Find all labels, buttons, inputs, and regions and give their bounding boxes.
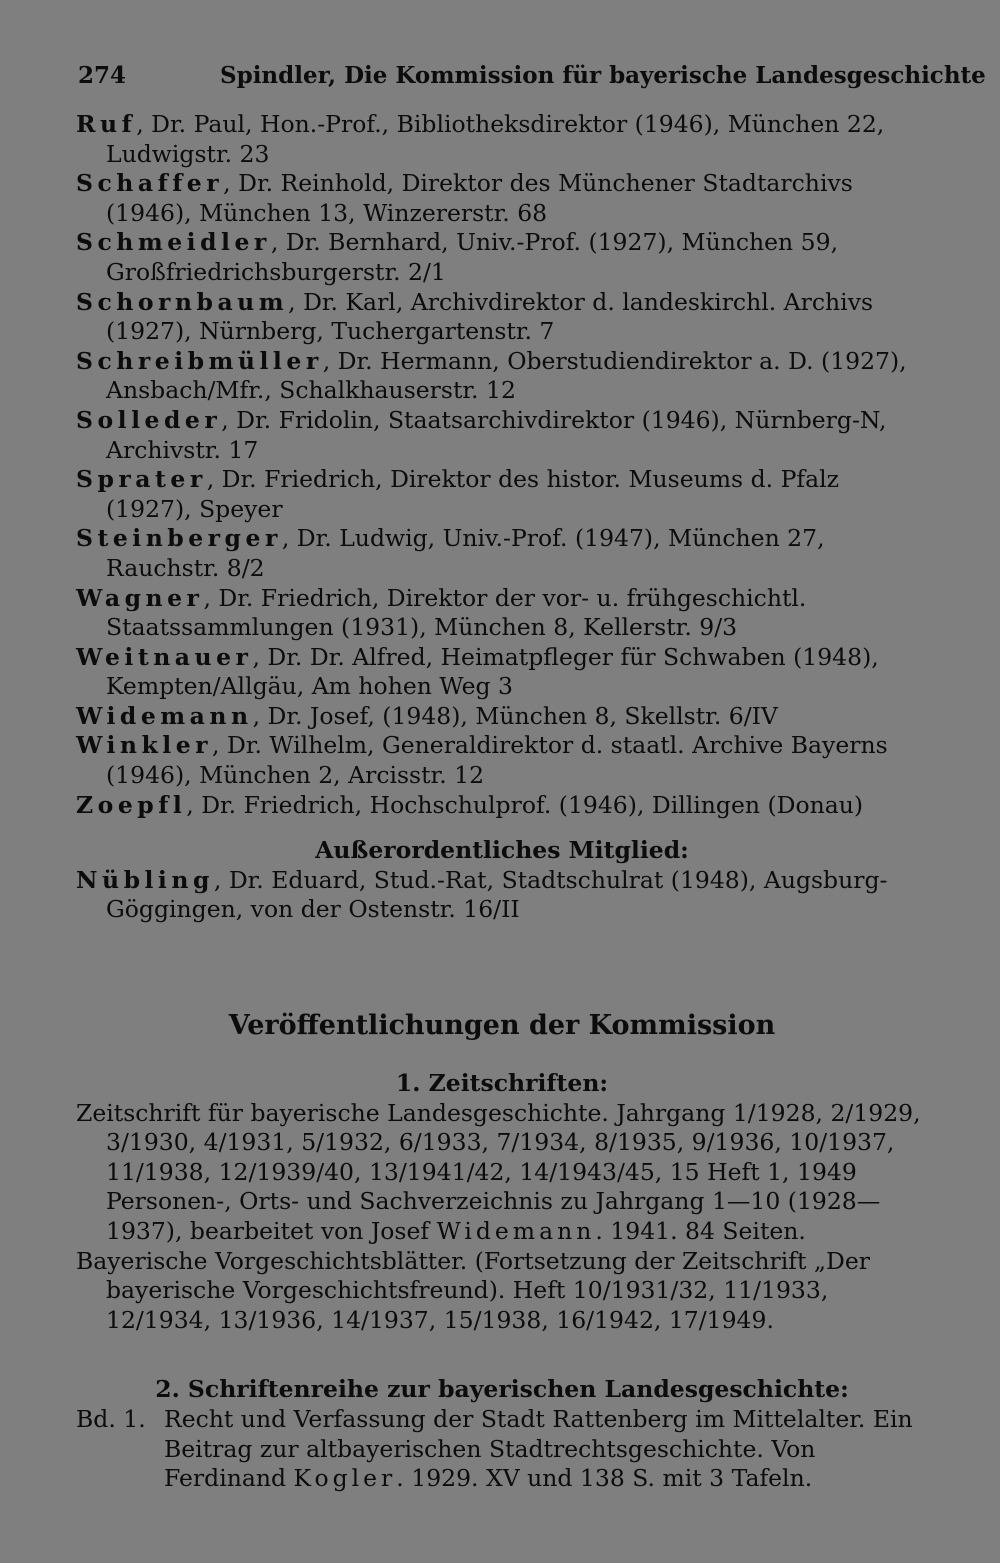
series-volume-text: [164, 1405, 928, 1494]
member-name: Winkler: [76, 731, 213, 760]
member-details: , Dr. Wilhelm, Generaldirektor d. staatl. Archive Bayerns (1946), München 2, Arcisstr. 12: [106, 731, 888, 790]
member-name: Nübling: [76, 865, 214, 894]
running-head: Spindler, Die Kommission für bayerische Landesgeschichte: [220, 62, 986, 89]
index-details: . 1941. 84 Seiten.: [595, 1217, 806, 1245]
member-name: Solleder: [76, 405, 222, 434]
journal-zblg-volumes: Zeitschrift für bayerische Landesgeschichte. Jahrgang 1/1928, 2/1929, 3/1930, 4/1931, 5/1932, 6/1933, 7/1934, 8/1935, 9/1936, 10/1937, 11/1938, 12/1939/40, 13/1941/42, 14/1943/45, 15 Heft 1, 1949: [76, 1098, 921, 1186]
member-details: , Dr. Friedrich, Direktor des histor. Museums d. Pfalz (1927), Speyer: [106, 465, 839, 523]
journal-zblg-entry: [76, 1099, 928, 1188]
member-details: , Dr. Dr. Alfred, Heimatpfleger für Schwaben (1948), Kempten/Allgäu, Am hohen Weg 3: [106, 642, 879, 701]
member-details: , Dr. Bernhard, Univ.-Prof. (1927), München 59, Großfriedrichsburgerstr. 2/1: [106, 228, 839, 286]
member-name: Schmeidler: [76, 228, 271, 257]
journal-zblg-index-entry: [76, 1187, 928, 1246]
member-entry: [76, 169, 928, 228]
journal-vgb-entry: [76, 1247, 928, 1336]
member-details: , Dr. Reinhold, Direktor des Münchener Stadtarchivs (1946), München 13, Winzererstr. 68: [106, 169, 853, 227]
series-title: Recht und Verfassung der Stadt Rattenberg im Mittelalter. Ein Beitrag zur altbayerischen Stadtrechtsgeschichte. Von Ferdinand: [164, 1404, 913, 1493]
series-volume-label: Bd. 1.: [76, 1404, 146, 1433]
member-entry: [76, 791, 928, 821]
member-details: , Dr. Friedrich, Hochschulprof. (1946), Dillingen (Donau): [186, 790, 864, 819]
page-number: 274: [78, 62, 127, 89]
member-entry: [76, 465, 928, 524]
member-name: Wagner: [76, 583, 204, 612]
member-entry: [76, 731, 928, 790]
extraordinary-member-entry: [76, 866, 928, 925]
member-entry: [76, 702, 928, 732]
member-details: , Dr. Paul, Hon.-Prof., Bibliotheksdirektor (1946), München 22, Ludwigstr. 23: [106, 110, 885, 168]
member-name: Steinberger: [76, 524, 282, 553]
publications-title: Veröffentlichungen der Kommission: [228, 1010, 776, 1042]
member-name: Schreibmüller: [76, 346, 323, 375]
member-name: Sprater: [76, 465, 207, 494]
member-entry: [76, 643, 928, 702]
member-entry: [76, 347, 928, 406]
page-header: [72, 62, 986, 98]
member-name: Zoepfl: [76, 790, 187, 819]
member-name: Ruf: [76, 110, 137, 138]
member-entry: [76, 288, 928, 347]
member-entry: [76, 406, 928, 465]
member-details: , Dr. Hermann, Oberstudiendirektor a. D. (1927), Ansbach/Mfr., Schalkhauserstr. 12: [106, 346, 907, 405]
member-name: Schornbaum: [76, 287, 289, 316]
member-details: , Dr. Eduard, Stud.-Rat, Stadtschulrat (1948), Augsburg-Göggingen, von der Ostenstr. 16/II: [106, 865, 888, 924]
page-body: [76, 110, 928, 1494]
series-author: Kogler: [293, 1464, 397, 1493]
member-name: Widemann: [76, 701, 253, 730]
member-details: , Dr. Friedrich, Direktor der vor- u. frühgeschichtl. Staatssammlungen (1931), München 8, Kellerstr. 9/3: [106, 583, 807, 642]
series-heading: 2. Schriftenreihe zur bayerischen Landesgeschichte:: [155, 1375, 849, 1404]
member-details: , Dr. Fridolin, Staatsarchivdirektor (1946), Nürnberg-N, Archivstr. 17: [106, 405, 887, 464]
member-entry: [76, 228, 928, 287]
member-entry: [76, 524, 928, 583]
series-details: . 1929. XV und 138 S. mit 3 Tafeln.: [396, 1464, 813, 1493]
member-entry: [76, 110, 928, 169]
member-details: , Dr. Josef, (1948), München 8, Skellstr. 6/IV: [252, 701, 778, 730]
member-entry: [76, 584, 928, 643]
member-name: Weitnauer: [76, 642, 253, 671]
member-details: , Dr. Karl, Archivdirektor d. landeskirchl. Archivs (1927), Nürnberg, Tuchergartenstr. 7: [106, 287, 874, 346]
series-volume-entry: [76, 1405, 928, 1494]
extraordinary-heading: Außerordentliches Mitglied:: [315, 836, 689, 865]
index-editor-name: Widemann: [436, 1217, 596, 1245]
journal-vgb-text: Bayerische Vorgeschichtsblätter. (Fortsetzung der Zeitschrift „Der bayerische Vorgeschichtsfreund). Heft 10/1931/32, 11/1933, 12/1934, 13/1936, 14/1937, 15/1938, 16/1942, 17/1949.: [76, 1246, 871, 1334]
journals-heading: 1. Zeitschriften:: [395, 1069, 609, 1098]
index-text: Personen-, Orts- und Sachverzeichnis zu Jahrgang 1—10 (1928—1937), bearbeitet von Josef: [106, 1187, 881, 1245]
member-name: Schaffer: [76, 169, 224, 198]
member-details: , Dr. Ludwig, Univ.-Prof. (1947), München 27, Rauchstr. 8/2: [106, 524, 825, 582]
member-list: [76, 110, 928, 820]
